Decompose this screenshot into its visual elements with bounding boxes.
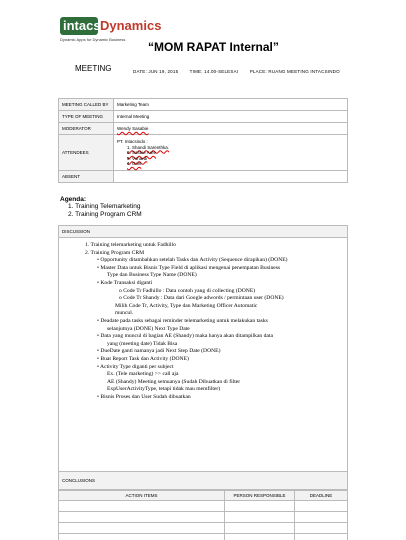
called-by-value: Marketing Team [114,99,348,111]
discussion-section [58,225,348,472]
discussion-line: • Bisnis Proses dan User Sudah dibuatkan [97,393,191,400]
discussion-line: • Opportunity ditambahkan setelah Tasks dan Activity (Sequence dirapikan) (DONE) [97,257,288,264]
discussion-line: • Data yang muncul di bagian AE (Shandy) maka hanya akan ditampilkan data [97,333,273,340]
absent-label: ABSENT [59,171,114,183]
agenda-heading: Agenda: [60,196,86,203]
person-cell [225,534,295,540]
person-responsible-header: PERSON RESPONSIBLE [225,491,295,501]
conclusions-label: CONCLUSIONS [58,472,348,490]
moderator-label: MODERATOR [59,123,114,135]
discussion-line: • Activity Type diganti per subject [97,363,174,370]
attendee-item: 1. Shandi Sarenthka. [127,144,170,150]
discussion-line: 1. Training telemarketing untuk Fadhillo [85,242,176,248]
discussion-body [59,238,347,401]
discussion-line: • Buat Report Task dan Activity (DONE) [97,355,189,362]
discussion-label: DISCUSSION [59,226,347,238]
discussion-line: selanjutnya (DONE) Next Type Date [107,325,190,332]
action-items-header: ACTION ITEMS [59,491,225,501]
action-cell [59,523,225,534]
attendees-label: ATTENDEES [59,135,114,171]
table-row [59,501,348,512]
agenda-item: 1. Training Telemarketing [68,203,141,210]
discussion-line: Type dan Business Type Name (DONE) [107,272,197,279]
discussion-line: • Master Data untuk Bisnis Type Field di aplikasi mengenai penempatan Business [97,264,281,271]
discussion-line: muncul. [115,310,134,317]
attendees-org: PT. Intacsindo : [117,138,148,144]
meeting-type-value: Internal Meeting [114,111,348,123]
attendee-item: 4. Oniit [127,161,142,166]
logo-right-text: Dynamics [100,18,162,33]
person-cell [225,523,295,534]
discussion-line: o Code Tr Fadhillo : Data contoh yang di collecting (DONE) [119,287,256,294]
meeting-label: MEETING [75,64,112,73]
logo-tagline: Dynamic Apps for Dynamic Business [60,37,126,42]
action-items-table [58,490,348,540]
document-title: “MOM RAPAT Internal” [148,40,279,54]
person-cell [225,501,295,512]
moderator-value [114,123,348,135]
discussion-line: • DueDate ganti namanya jadi Next Step Date (DONE) [97,348,221,355]
discussion-line: • Deadate pada tasks sebagai reminder telemarketing untuk melakukan tasks [97,317,268,324]
table-row [59,534,348,540]
action-cell [59,512,225,523]
discussion-line: yang (meeting date) Tidak Bisa [107,340,178,347]
discussion-line: Milih Code Tr, Activity, Type dan Marketing Officer Automatic [115,302,258,309]
absent-value [114,171,348,183]
attendee-item: 3. Vonardi [127,155,148,161]
action-cell [59,501,225,512]
discussion-line: AE (Shandy) Meeting semuanya (Sudah Dibuatkan di filter [107,378,241,385]
discussion-line: o Code Tr Shandy : Data dari Google adwords / permintaan user (DONE) [119,295,284,302]
table-row [59,523,348,534]
meeting-meta [133,69,350,74]
deadline-cell [295,523,348,534]
moderator-name: Wendy Sasabie [117,126,149,131]
meeting-time: TIME: 14.00-SELESAI [189,69,239,74]
meeting-place: PLACE: RUANG MEETING INTACSINDO [249,69,340,74]
table-row [59,512,348,523]
attendees-list [127,145,344,167]
deadline-cell [295,512,348,523]
attendee-item: 2. Sasbie Aufe [127,150,157,155]
meeting-info-table [58,98,348,183]
deadline-header: DEADLINE [295,491,348,501]
deadline-cell [295,501,348,512]
attendees-value [114,135,348,171]
company-logo [60,17,160,47]
meeting-type-label: TYPE OF MEETING [59,111,114,123]
action-cell [59,534,225,540]
deadline-cell [295,534,348,540]
agenda-section [60,196,142,219]
discussion-line: • Kode Transaksi diganti [97,279,153,286]
person-cell [225,512,295,523]
called-by-label: MEETING CALLED BY [59,99,114,111]
agenda-item: 2. Training Program CRM [68,211,142,218]
logo-left-text: intacs [63,18,101,33]
discussion-line: ExpUserActivityType, tetapi tidak mau memfilter) [107,386,221,393]
discussion-line: 2. Training Program CRM [85,249,145,256]
meeting-date: DATE: JUN 19, 2015 [133,69,179,74]
discussion-line: Ex. (Tele marketing) >> call aja [107,371,179,378]
